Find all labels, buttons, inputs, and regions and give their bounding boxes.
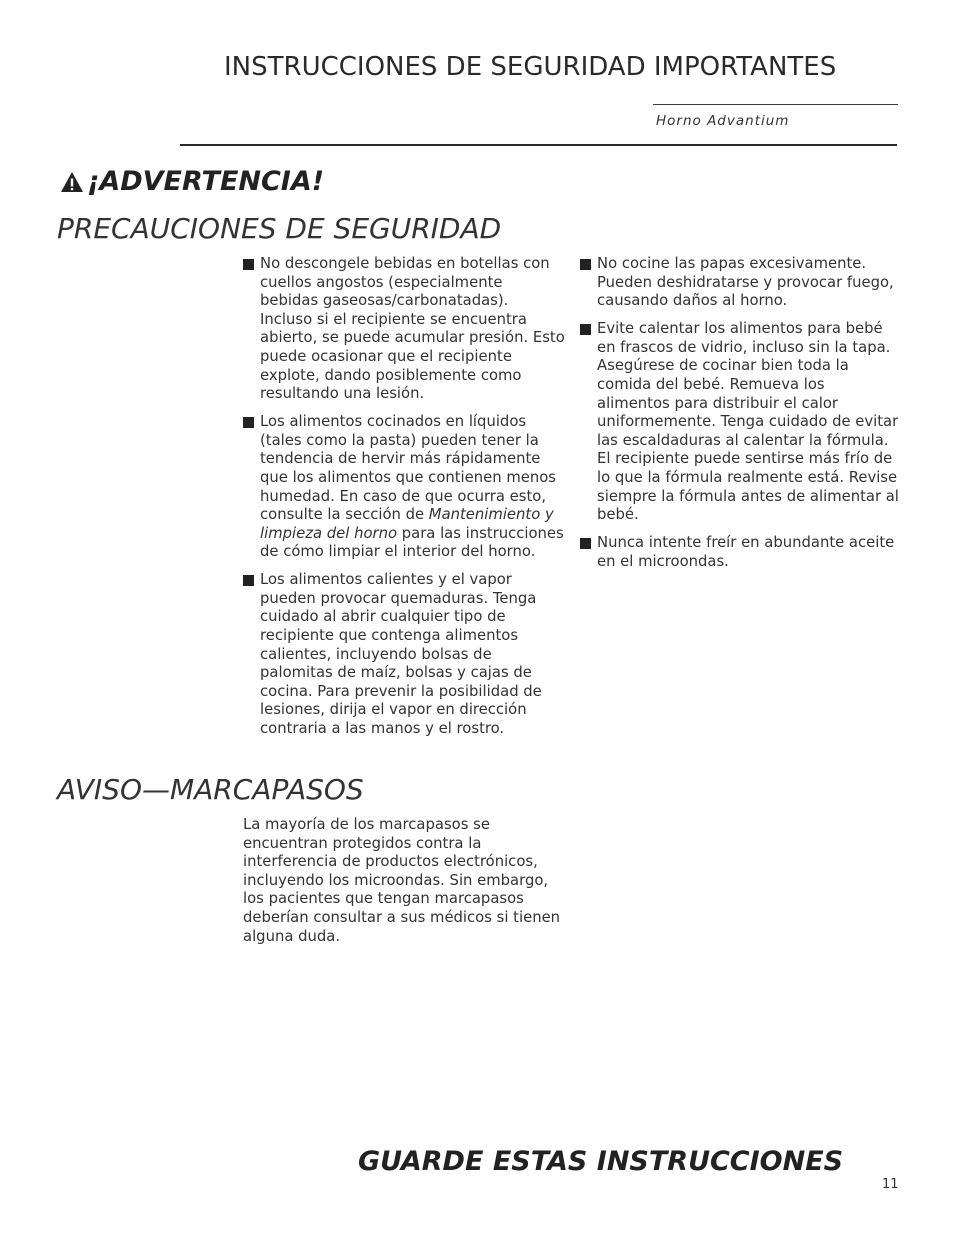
section-reference: Mantenimiento y limpieza del horno [260, 506, 554, 542]
list-item [580, 534, 902, 571]
precautions-column-right [580, 255, 902, 581]
precautions-column-left [243, 255, 565, 748]
list-item-text: Los alimentos cocinados en líquidos (tales como la pasta) pueden tener la tendencia de hervir más rápidamente que los alimentos que contienen menos humedad. En caso de que ocurra esto, consulte la sección de [260, 413, 556, 524]
bullet-square-icon [580, 259, 591, 270]
header-divider-long [180, 144, 897, 146]
bullet-square-icon [580, 324, 591, 335]
list-item [243, 413, 565, 562]
list-item [243, 255, 565, 404]
bullet-square-icon [243, 417, 254, 428]
page-number: 11 [882, 1177, 899, 1192]
warning-label: ¡ADVERTENCIA! [87, 166, 325, 197]
pacemaker-notice-body: La mayoría de los marcapasos se encuentran protegidos contra la interferencia de productos electrónicos, incluyendo los microondas. Sin embargo, los pacientes que tengan marcapasos deberían consultar a sus médicos si tienen alguna duda. [243, 816, 561, 945]
section-heading-precauciones: PRECAUCIONES DE SEGURIDAD [57, 212, 502, 245]
bullet-square-icon [243, 259, 254, 270]
section-heading-aviso: AVISO—MARCAPASOS [57, 773, 364, 806]
list-item-text: para las instrucciones de cómo limpiar el interior del horno. [260, 524, 564, 561]
list-item-text: Nunca intente freír en abundante aceite en el microondas. [597, 534, 895, 570]
list-item-text: Los alimentos calientes y el vapor pueden provocar quemaduras. Tenga cuidado al abrir cualquier tipo de recipiente que contenga alimentos calientes, incluyendo bolsas de palomitas de maíz, bolsas y cajas de cocina. Para prevenir la posibilidad de lesiones, dirija el vapor en dirección contraria a las manos y el rostro. [260, 571, 542, 738]
list-item [243, 571, 565, 738]
list-item-text: No descongele bebidas en botellas con cuellos angostos (especialmente bebidas gaseosas/carbonatadas). Incluso si el recipiente se encuentra abierto, se puede acumular presión. Esto puede ocasionar que el recipiente explote, dando posiblemente como resultando una lesión. [260, 255, 565, 403]
bullet-square-icon [580, 538, 591, 549]
header-divider-short [653, 104, 898, 105]
list-item [580, 255, 902, 311]
page-header-title: INSTRUCCIONES DE SEGURIDAD IMPORTANTES [224, 52, 837, 82]
warning-triangle-icon [60, 171, 84, 193]
bullet-square-icon [243, 575, 254, 586]
footer-title: GUARDE ESTAS INSTRUCCIONES [358, 1146, 844, 1177]
warning-heading [60, 166, 324, 197]
list-item-text: Evite calentar los alimentos para bebé en frascos de vidrio, incluso sin la tapa. Asegúrese de cocinar bien toda la comida del bebé. Remueva los alimentos para distribuir el calor uniformemente. Tenga cuidado de evitar las escaldaduras al calentar la fórmula. El recipiente puede sentirse más frío de lo que la fórmula realmente está. Revise siempre la fórmula antes de alimentar al bebé. [597, 320, 899, 524]
list-item-text: No cocine las papas excesivamente. Pueden deshidratarse y provocar fuego, causando daños al horno. [597, 255, 894, 310]
product-name: Horno Advantium [656, 113, 790, 129]
list-item [580, 320, 902, 525]
